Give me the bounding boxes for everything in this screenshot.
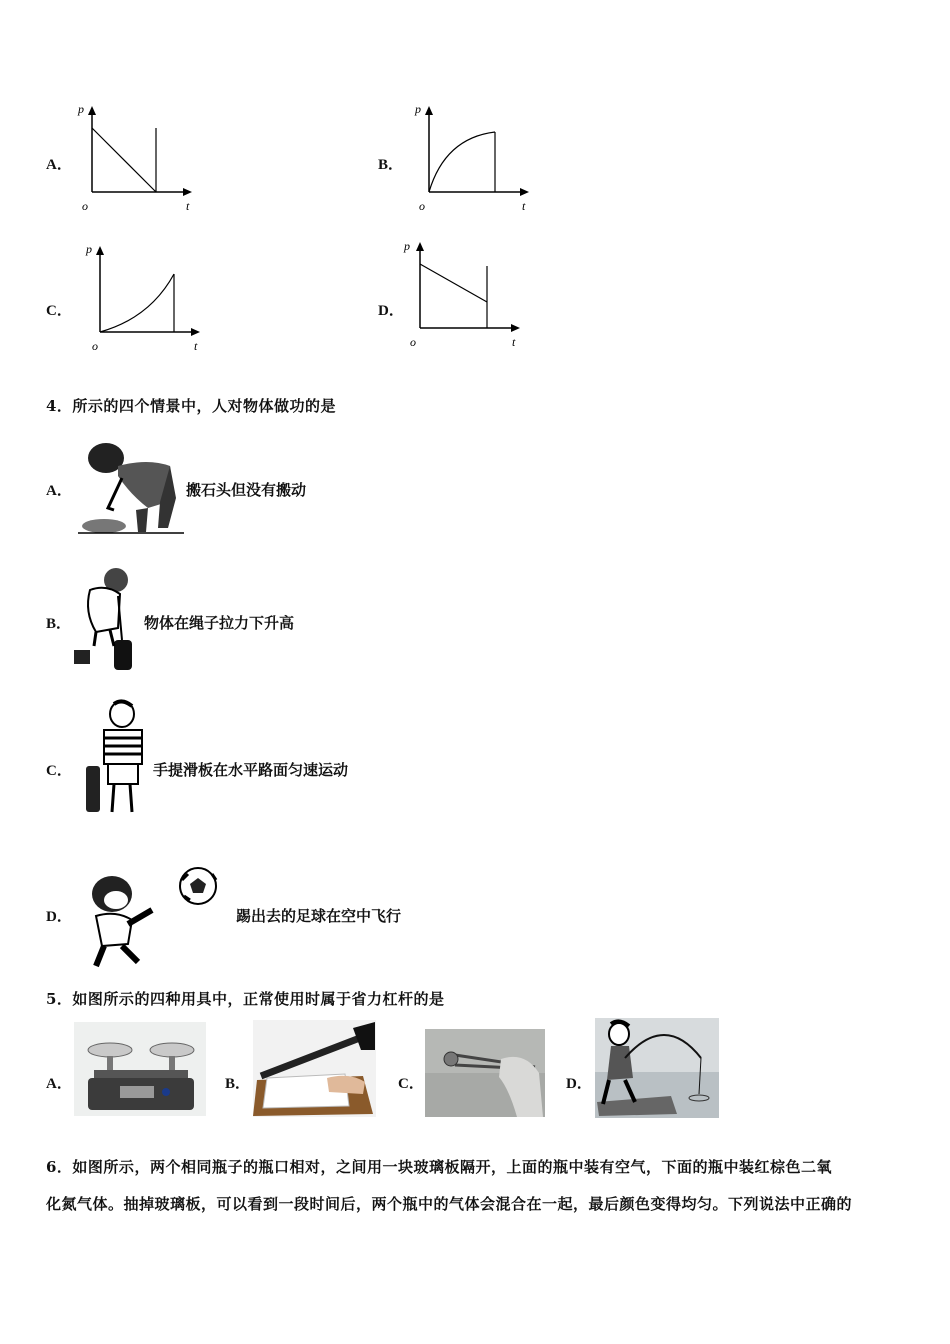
q5-a-balance-photo xyxy=(74,1022,206,1116)
q5-stem: 5．如图所示的四种用具中，正常使用时属于省力杠杆的是 xyxy=(46,990,445,1008)
q4-a-caption: 搬石头但没有搬动 xyxy=(186,481,307,499)
q3-a-origin: o xyxy=(82,199,88,213)
q5-option-a-label: A． xyxy=(46,1076,72,1092)
q6-line-1: 6．如图所示，两个相同瓶子的瓶口相对，之间用一块玻璃板隔开，上面的瓶中装有空气，下面的瓶中装红棕色二氧 xyxy=(46,1158,832,1176)
q4-c-image xyxy=(84,698,154,822)
q5-b-paper-cutter-photo xyxy=(253,1020,376,1117)
q3-option-b-label: B． xyxy=(378,157,404,173)
q3-c-origin: o xyxy=(92,339,98,353)
q4-c-caption: 手提滑板在水平路面匀速运动 xyxy=(153,761,349,779)
q6-line-2: 化氮气体。抽掉玻璃板，可以看到一段时间后，两个瓶中的气体会混合在一起，最后颜色变得均匀。下列说法中正确的 xyxy=(46,1195,853,1213)
q3-option-d-label: D． xyxy=(378,303,404,319)
q3-d-origin: o xyxy=(410,335,416,349)
q4-d-caption: 踢出去的足球在空中飞行 xyxy=(236,907,402,925)
q3-c-xlabel: t xyxy=(194,339,198,353)
q3-option-c-label: C． xyxy=(46,303,72,319)
q4-option-d-label: D． xyxy=(46,909,72,925)
q3-graph-b xyxy=(405,98,535,216)
q3-graph-d xyxy=(400,236,530,354)
q3-b-origin: o xyxy=(419,199,425,213)
q3-option-a-label: A． xyxy=(46,157,72,173)
q3-c-ylabel: p xyxy=(86,242,92,256)
q4-b-image xyxy=(70,566,140,674)
q3-graph-c xyxy=(80,238,210,356)
q4-option-c-label: C． xyxy=(46,763,72,779)
q4-option-a-label: A． xyxy=(46,483,72,499)
q4-d-image xyxy=(82,866,232,970)
q4-stem: 4．所示的四个情景中，人对物体做功的是 xyxy=(46,397,336,415)
q3-graph-a xyxy=(70,98,200,216)
q5-option-b-label: B． xyxy=(225,1076,251,1092)
q3-b-ylabel: p xyxy=(415,102,421,116)
q5-d-fishing-rod-photo xyxy=(595,1018,719,1118)
q4-a-image xyxy=(78,438,184,536)
q3-d-xlabel: t xyxy=(512,335,516,349)
q3-a-ylabel: p xyxy=(78,102,84,116)
q4-option-b-label: B． xyxy=(46,616,72,632)
q3-d-ylabel: p xyxy=(404,239,410,253)
q3-a-xlabel: t xyxy=(186,199,190,213)
q5-option-d-label: D． xyxy=(566,1076,592,1092)
q5-option-c-label: C． xyxy=(398,1076,424,1092)
q4-b-caption: 物体在绳子拉力下升高 xyxy=(144,614,295,632)
q5-c-chopsticks-photo xyxy=(425,1029,545,1117)
q3-b-xlabel: t xyxy=(522,199,526,213)
